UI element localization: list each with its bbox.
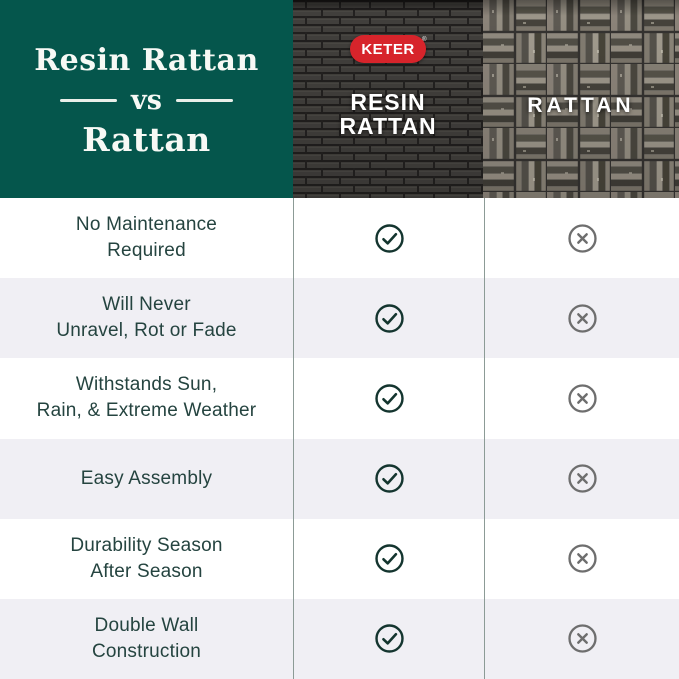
cross-circle-icon	[566, 222, 598, 254]
table-row	[0, 198, 679, 278]
keter-logo	[350, 35, 426, 63]
resin-rattan-value-cell	[294, 439, 485, 519]
column-header-rattan: RATTAN	[527, 94, 635, 117]
cross-circle-icon	[566, 623, 598, 655]
check-circle-icon	[373, 222, 405, 254]
rattan-label: RATTAN	[339, 113, 437, 139]
check-circle-icon	[373, 543, 405, 575]
rattan-value-cell	[485, 519, 679, 599]
rattan-value-cell	[485, 198, 679, 278]
resin-rattan-value-cell	[294, 198, 485, 278]
check-circle-icon	[373, 623, 405, 655]
rattan-value-cell	[485, 358, 679, 438]
cross-circle-icon	[566, 463, 598, 495]
feature-label: No Maintenance Required	[0, 198, 294, 278]
resin-rattan-value-cell	[294, 519, 485, 599]
comparison-table	[0, 198, 679, 679]
table-row	[0, 519, 679, 599]
header	[0, 0, 679, 198]
keter-logo-text: KETER	[361, 40, 415, 58]
table-row	[0, 599, 679, 679]
resin-rattan-value-cell	[294, 599, 485, 679]
cross-circle-icon	[566, 382, 598, 414]
resin-rattan-value-cell	[294, 278, 485, 358]
resin-label: RESIN	[350, 89, 426, 115]
table-row	[0, 358, 679, 438]
rattan-value-cell	[485, 439, 679, 519]
cross-circle-icon	[566, 543, 598, 575]
column-header-resin-rattan	[293, 90, 483, 138]
title-line-2: Rattan	[82, 119, 211, 159]
feature-label: Will Never Unravel, Rot or Fade	[0, 278, 294, 358]
rattan-value-cell	[485, 278, 679, 358]
feature-label: Durability Season After Season	[0, 519, 294, 599]
rattan-column-header	[483, 0, 679, 198]
feature-label: Withstands Sun, Rain, & Extreme Weather	[0, 358, 294, 438]
resin-rattan-value-cell	[294, 358, 485, 438]
table-row	[0, 439, 679, 519]
vs-line-right	[176, 99, 233, 102]
check-circle-icon	[373, 382, 405, 414]
title-panel	[0, 0, 293, 198]
vs-line-left	[60, 99, 117, 102]
resin-rattan-column-header	[293, 0, 483, 198]
title-line-1: Resin Rattan	[34, 42, 259, 78]
feature-label: Easy Assembly	[0, 439, 294, 519]
check-circle-icon	[373, 302, 405, 334]
rattan-value-cell	[485, 599, 679, 679]
vs-label: vs	[131, 84, 162, 116]
feature-label: Double Wall Construction	[0, 599, 294, 679]
check-circle-icon	[373, 463, 405, 495]
registered-trademark-icon: ®	[422, 37, 427, 43]
table-row	[0, 278, 679, 358]
vs-divider	[60, 86, 233, 116]
cross-circle-icon	[566, 302, 598, 334]
